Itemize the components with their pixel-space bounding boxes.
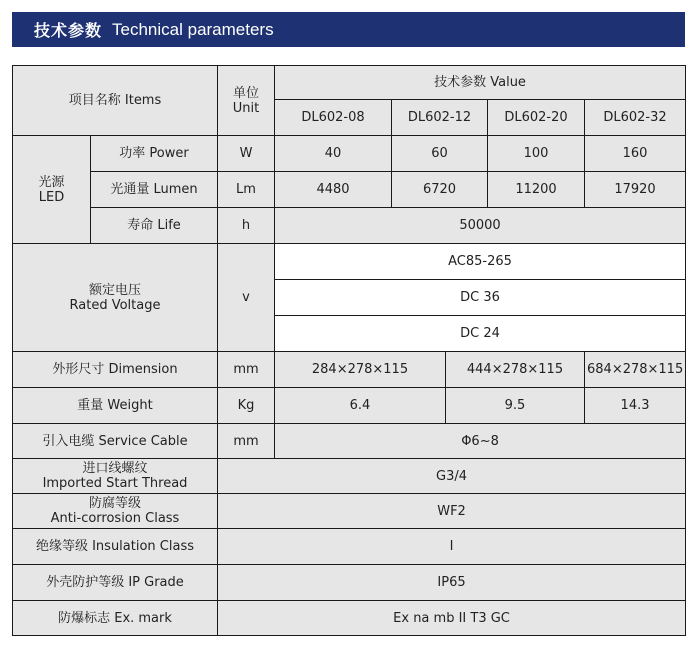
rated-voltage-en: Rated Voltage: [69, 297, 161, 313]
anticorrosion-value: WF2: [218, 494, 686, 529]
life-label: 寿命 Life: [91, 208, 218, 244]
dimension-unit: mm: [218, 352, 275, 388]
rated-voltage-zh: 额定电压: [88, 282, 141, 298]
anticorrosion-en: Anti-corrosion Class: [50, 511, 180, 526]
life-value: 50000: [275, 208, 686, 244]
light-source-zh: 光源: [38, 174, 65, 190]
lumen-label: 光通量 Lumen: [91, 172, 218, 208]
weight-value: 14.3: [585, 388, 686, 424]
voltage-value: AC85-265: [275, 244, 686, 280]
thread-label: [13, 459, 218, 494]
weight-value: 6.4: [275, 388, 446, 424]
lumen-value: 4480: [275, 172, 392, 208]
cable-label: 引入电缆 Service Cable: [13, 424, 218, 459]
voltage-value: DC 24: [275, 316, 686, 352]
light-source-en: LED: [38, 189, 65, 205]
insulation-value: I: [218, 529, 686, 565]
power-value: 100: [488, 136, 585, 172]
light-source-label: [13, 136, 91, 244]
technical-parameters-table: [12, 65, 686, 636]
power-value: 40: [275, 136, 392, 172]
lumen-value: 11200: [488, 172, 585, 208]
model-header: DL602-08: [275, 100, 392, 136]
unit-header-en: Unit: [232, 100, 260, 116]
lumen-unit: Lm: [218, 172, 275, 208]
cable-value: Φ6~8: [275, 424, 686, 459]
ex-mark-value: Ex na mb II T3 GC: [218, 601, 686, 636]
dimension-label: 外形尺寸 Dimension: [13, 352, 218, 388]
lumen-value: 6720: [392, 172, 488, 208]
thread-zh: 进口线螺纹: [82, 461, 148, 476]
header-title-zh: 技术参数: [34, 21, 103, 40]
header-title-en: Technical parameters: [112, 19, 274, 39]
thread-value: G3/4: [218, 459, 686, 494]
unit-header-zh: 单位: [232, 85, 259, 101]
ex-mark-label: 防爆标志 Ex. mark: [13, 601, 218, 636]
dimension-value: 444×278×115: [446, 352, 585, 388]
lumen-value: 17920: [585, 172, 686, 208]
dimension-value: 284×278×115: [275, 352, 446, 388]
value-header: 技术参数 Value: [275, 66, 686, 100]
anticorrosion-label: [13, 494, 218, 529]
model-header: DL602-20: [488, 100, 585, 136]
header-banner: [12, 12, 685, 47]
anticorrosion-zh: 防腐等级: [88, 496, 141, 511]
model-header: DL602-12: [392, 100, 488, 136]
unit-header: [218, 66, 275, 136]
items-header: 项目名称 Items: [13, 66, 218, 136]
rated-voltage-label: [13, 244, 218, 352]
power-value: 60: [392, 136, 488, 172]
power-value: 160: [585, 136, 686, 172]
ip-grade-label: 外壳防护等级 IP Grade: [13, 565, 218, 601]
cable-unit: mm: [218, 424, 275, 459]
life-unit: h: [218, 208, 275, 244]
rated-voltage-unit: v: [218, 244, 275, 352]
dimension-value: 684×278×115: [585, 352, 686, 388]
voltage-value: DC 36: [275, 280, 686, 316]
weight-unit: Kg: [218, 388, 275, 424]
power-label: 功率 Power: [91, 136, 218, 172]
insulation-label: 绝缘等级 Insulation Class: [13, 529, 218, 565]
weight-label: 重量 Weight: [13, 388, 218, 424]
power-unit: W: [218, 136, 275, 172]
weight-value: 9.5: [446, 388, 585, 424]
ip-grade-value: IP65: [218, 565, 686, 601]
model-header: DL602-32: [585, 100, 686, 136]
thread-en: Imported Start Thread: [42, 476, 188, 491]
